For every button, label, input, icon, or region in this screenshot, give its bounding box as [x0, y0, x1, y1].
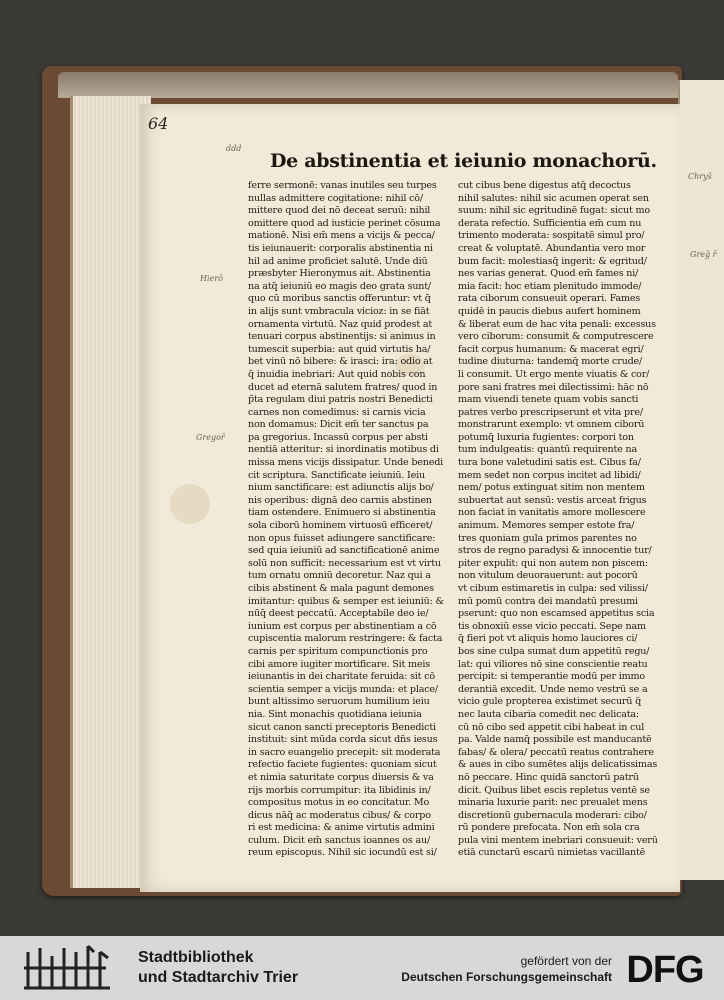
text-line: refectio faciete fugientes: quoniam sicut	[248, 759, 437, 771]
text-line: reum episcopus. Nihil sic iocundū est si/	[248, 847, 437, 859]
text-line: patres verbo prescripserunt et vita pre/	[458, 406, 643, 418]
text-line: ri est medicina: & anime virtutis admini	[248, 822, 435, 834]
text-line: etiā cunctarū escarū nimietas vacillantē	[458, 847, 646, 859]
text-line: percipit: si temperantie modū per immo	[458, 671, 645, 683]
text-line: tiam ostendere. Enimuero si abstinentia	[248, 507, 436, 519]
text-line: hil ad anime proficiet salutē. Unde diū	[248, 255, 428, 267]
text-line: suum: nihil sic egritudinē fugat: sicut mo	[458, 205, 650, 217]
marginal-note: ddd	[226, 144, 242, 153]
text-line: quidē in paucis diebus aufert hominem	[458, 305, 641, 317]
footer-bar	[0, 936, 724, 1000]
text-line: sola ciborū hominem virtuosū efficeret/	[248, 520, 433, 532]
text-line: præsbyter Hieronymus ait. Abstinentia	[248, 268, 431, 280]
text-line: bet vinū nō bibere: & irasci: ira: odio at	[248, 356, 433, 368]
text-column-right	[458, 180, 668, 860]
funding-line-2: Deutschen Forschungsgemeinschaft	[401, 970, 612, 984]
text-line: minaria luxurie parit: nec preualet mens	[458, 797, 648, 809]
library-line-1: Stadtbibliothek	[138, 949, 254, 966]
library-line-2: und Stadtarchiv Trier	[138, 969, 299, 986]
text-line: na atq̄ ieiuniū eo magis deo grata sunt/	[248, 280, 431, 292]
funding-line-1: gefördert von der	[520, 954, 612, 968]
text-line: culum. Dicit em̄ sanctus ioannes os au/	[248, 834, 430, 846]
text-line: monstrarunt exemplo: vt omnem ciborū	[458, 419, 645, 431]
text-line: rata ciborum consueuit operari. Fames	[458, 293, 641, 305]
text-line: lat: qui viliores nō sine conscientie reatu	[458, 658, 648, 670]
text-line: fabas/ & olera/ peccatū reatus contrahere	[458, 746, 654, 758]
text-line: vicio gule propterea existimet securū q̄	[458, 696, 642, 708]
text-line: nes varias generat. Quod em̄ fames ni/	[458, 268, 639, 280]
text-line: ieiunantis in dei charitate feruida: sit cō	[248, 671, 435, 683]
text-line: pserunt: quo non escamsed appetitus scia	[458, 608, 655, 620]
text-line: ferre sermonē: vanas inutiles seu turpes	[248, 180, 437, 191]
text-line: nihil salutes: nihil sic acumen operat sen	[458, 192, 649, 204]
page-heading: De abstinentia et ieiunio monachorū.	[270, 150, 657, 172]
text-line: trimento moderata: sospitatē simul pro/	[458, 230, 645, 242]
text-line: cū nō cibo sed appetit̄ cibi habeat in cul	[458, 721, 645, 733]
text-line: nem/ potus extinguat sitim non mentem	[458, 482, 645, 494]
text-line: tura bone valetudini satis est. Cibus fa/	[458, 457, 641, 469]
text-line: omittere quod ad iusticie perinet cōsuma	[248, 217, 441, 229]
text-line: vero ciborum: consumit & computrescere	[458, 331, 654, 343]
text-line: potumq̄ luxuria fugientes: corpori ton	[458, 431, 634, 443]
marginal-note: Greḡ r̄	[690, 250, 717, 259]
text-line: stros de regno paradysi & innocentie tur/	[458, 545, 652, 557]
text-line: compositus motus in eo concitatur. Mo	[248, 797, 430, 809]
text-line: et nimia saturitate corpus diuersis & va	[248, 771, 434, 783]
text-line: tum ornatu omniū decoretur. Naz qui a	[248, 570, 431, 582]
text-line: mationē. Nisi em̄ mens a vicijs & pecca/	[248, 230, 435, 242]
text-line: tis obnoxiū esse vicio peccati. Sepe nam	[458, 620, 646, 632]
dfg-logo-text: DFG	[626, 949, 704, 988]
dfg-logo-icon	[616, 948, 714, 988]
text-line: tum indulgeatis: quantū requirente na	[458, 444, 637, 456]
text-line: nium sanctificare: est adiunctis alijs bo/	[248, 482, 434, 494]
text-line: sed quia ieiuniū ad sanctificationē anime	[248, 545, 440, 557]
text-line: cibis abstinent & mala pagunt demones	[248, 583, 434, 594]
text-line: nō peccare. Hinc quidā sanctorū patrū	[458, 771, 639, 783]
text-line: li consumit. Ut ergo mente viuatis & cor/	[458, 368, 650, 380]
text-line: ducet ad eternā salutem fratres/ quod in	[248, 381, 438, 393]
text-line: creat & voluptatē. Abundantia vero mor	[458, 242, 646, 254]
text-line: vt cibum estimaretis in culpa: sed vilissi/	[458, 583, 648, 594]
text-line: subuertat aut sensū: vestis arceat frigus	[458, 494, 647, 506]
text-line: mam viuendi tenete quam vobis sancti	[458, 394, 639, 406]
text-line: non vitulum deuorauerunt: aut pocorū	[458, 570, 638, 582]
text-line: cupiscentia malorum restringere: & facta	[248, 633, 443, 645]
text-line: solū non sufficit: necessarium est vt virtu	[248, 557, 441, 569]
text-line: iunium est corpus per abstinentiam a cō	[248, 620, 437, 632]
text-line: cut cibus bene digestus atq̄ decoctus	[458, 180, 631, 191]
text-line: dicus nāq̄ ac moderatus cibus/ & corpo	[248, 809, 431, 821]
text-line: mem sedet non corpus incitet ad libidi/	[458, 469, 641, 481]
library-name	[138, 948, 298, 988]
text-line: cit scriptura. Sanctificate ieiuniū. Ieiu	[248, 469, 425, 481]
text-column-left	[248, 180, 458, 860]
funding-text	[401, 953, 612, 985]
marginal-note: Gregor̄	[196, 433, 225, 442]
page-edges	[70, 96, 151, 888]
text-line: cibi amore iugiter mortificare. Sit meis	[248, 658, 431, 670]
text-line: nentiā atteritur: si inordinatis motibus di	[248, 444, 439, 456]
text-line: nec lauta cibaria comedit nec delicata:	[458, 708, 639, 720]
text-line: mū pomū contra dei mandatū presumi	[458, 595, 638, 607]
text-line: & liberat eum de hac vita penali: excessus	[458, 318, 656, 330]
text-line: q̄ fieri pot vt aliquis homo lauciores ci/	[458, 633, 638, 645]
text-line: piter expulit: qui non autem non piscem:	[458, 557, 648, 569]
text-line: tudine diuturna: tandemq̄ morte crude/	[458, 356, 643, 368]
text-line: quo cū moribus sanctis offeruntur: vt q̄	[248, 293, 431, 305]
text-line: tis ieiunauerit: corporalis abstinentia ni	[248, 242, 433, 254]
text-line: mittere quod dei nō deceat seruū: nihil	[248, 205, 431, 217]
text-line: sicut canon sancti preceptoris Benedicti	[248, 721, 436, 733]
text-line: rijs morbis corrumpitur: ita libidinis in/	[248, 784, 431, 796]
text-line: non domamus: Dicit em̄ ter sanctus pa	[248, 419, 429, 431]
text-line: ornamenta virtutū. Naz quid prodest at	[248, 318, 433, 330]
text-line: non faciat in vanitatis amore mollescere	[458, 507, 646, 519]
stadtbibliothek-logo-icon	[22, 942, 132, 994]
text-line: tenuari corpus abstinentijs: si animus in	[248, 331, 436, 343]
text-line: instituit: sint mūda corda sicut dn̄s iesus	[248, 734, 438, 746]
text-line: facit corpus humanum: & macerat egri/	[458, 343, 644, 355]
text-line: nullas admittere cogitatione: nihil cō/	[248, 192, 423, 204]
text-line: bos sine culpa sumat dum appetitū regu/	[458, 645, 650, 657]
text-line: q̄ inuidia inebriari: Aut quid nobis con	[248, 368, 426, 380]
folio-number: 64	[148, 114, 169, 133]
text-line: tumescit superbia: aut quid virtutis ha/	[248, 343, 431, 355]
text-line: tres quoniam gula primos parentes no	[458, 532, 637, 544]
text-line: bunt altissimo seruorum humilium ieiu	[248, 696, 430, 708]
text-line: derantiā excedit. Unde nemo vestrū se a	[458, 683, 648, 695]
text-line: pula vini mentem inebriari consueuit: verū	[458, 834, 658, 846]
text-line: non opus fuisset adiungere sanctificare:	[248, 532, 436, 544]
marginal-note: Hierō	[200, 274, 223, 283]
text-line: nis operibus: dignā deo carnis abstinen	[248, 494, 432, 506]
text-line: animum. Memores semper estote fra/	[458, 520, 635, 532]
text-line: pa gregorius. Incassū corpus per absti	[248, 431, 428, 443]
text-line: derata refectio. Sufficientia em̄ cum nu	[458, 217, 642, 229]
paper-stain	[170, 484, 210, 524]
text-line: pa. Valde namq̄ possibile est manducantē	[458, 734, 652, 746]
text-line: in alijs sunt vmbracula vicioz: in se fiāt	[248, 305, 430, 317]
text-line: rū pondere prefocata. Non em̄ sola cra	[458, 822, 640, 834]
text-line: scientia semper a vicijs munda: et place/	[248, 683, 438, 695]
text-line: & aues in cibo sumētes alijs delicatissimas	[458, 759, 658, 771]
text-line: bum facit: molestiasq̄ ingerit: & egritud/	[458, 255, 647, 267]
marginal-note: Chrys̄	[688, 172, 712, 181]
book-top-edge	[58, 72, 678, 98]
text-line: mia facit: hoc etiam plenitudo immode/	[458, 280, 642, 292]
text-line: nia. Sint monachis quotidiana ieiunia	[248, 708, 422, 720]
text-line: discretionū gubernacula moderari: cibo/	[458, 809, 647, 821]
text-line: pore sani fratres mei dilectissimi: hāc nō	[458, 381, 649, 393]
text-line: missa mens vicijs dissipatur. Unde benedi	[248, 457, 444, 469]
text-line: p̄ta regulam diui patris nostri Benedicti	[248, 394, 433, 406]
text-line: dicit. Quibus libet escis repletus ventē se	[458, 784, 650, 796]
text-line: imitantur: quibus & semper est ieiuniū: &	[248, 595, 444, 607]
text-line: nūq̄ deest peccatū. Acceptabile deo ie/	[248, 608, 429, 620]
text-line: carnes non comedimus: si carnis vicia	[248, 406, 426, 418]
facing-page	[678, 80, 724, 880]
text-line: in sacro euangelio precepit: sit moderata	[248, 746, 441, 758]
text-line: carnis per spiritum compunctionis pro	[248, 645, 428, 657]
